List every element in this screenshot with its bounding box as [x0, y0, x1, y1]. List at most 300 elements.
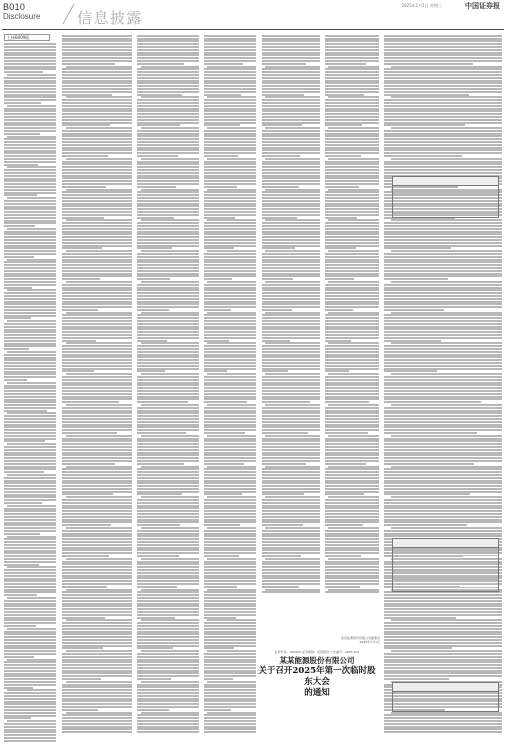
text-line	[62, 415, 132, 417]
text-line	[325, 239, 379, 241]
text-line	[384, 440, 502, 442]
text-line	[137, 163, 199, 165]
text-line	[204, 52, 256, 54]
text-line	[384, 256, 502, 258]
text-line	[62, 720, 132, 722]
text-line	[137, 429, 199, 431]
table-row	[393, 587, 498, 588]
text-line	[204, 452, 256, 454]
text-line	[262, 214, 320, 216]
text-line	[4, 717, 31, 719]
text-line	[384, 513, 502, 515]
text-line	[384, 488, 502, 490]
text-line	[204, 698, 256, 700]
text-line	[384, 477, 502, 479]
text-line	[265, 96, 320, 98]
text-line	[204, 600, 256, 602]
text-line	[62, 412, 132, 414]
text-line	[62, 661, 132, 663]
text-line	[325, 480, 379, 482]
text-line	[137, 645, 199, 647]
text-line	[62, 524, 111, 526]
text-line	[204, 228, 256, 230]
text-line	[384, 172, 502, 174]
text-line	[4, 303, 56, 305]
text-line	[4, 343, 56, 345]
text-line	[141, 127, 199, 129]
text-line	[204, 354, 256, 356]
text-line	[384, 418, 502, 420]
text-line	[207, 435, 256, 437]
text-line	[384, 270, 502, 272]
text-line	[204, 449, 256, 451]
text-line	[262, 124, 302, 126]
text-line	[4, 681, 56, 683]
text-line	[325, 337, 379, 339]
text-line	[137, 228, 199, 230]
text-line	[137, 80, 199, 82]
text-line	[391, 158, 502, 160]
text-line	[204, 82, 256, 84]
text-line	[262, 552, 320, 554]
text-line	[262, 119, 320, 121]
text-line	[325, 119, 379, 121]
text-line	[265, 404, 320, 406]
text-line	[204, 396, 256, 398]
page-header	[0, 0, 506, 30]
text-line	[141, 712, 199, 714]
text-line	[204, 284, 256, 286]
text-line	[262, 135, 320, 137]
text-line	[62, 303, 132, 305]
text-line	[384, 356, 502, 358]
text-line	[62, 166, 132, 168]
masthead-logo: 中国证券报	[465, 1, 500, 10]
text-line	[137, 71, 199, 73]
text-line	[262, 368, 320, 370]
text-line	[204, 91, 256, 93]
text-line	[62, 52, 132, 54]
text-line	[62, 247, 102, 249]
text-line	[62, 424, 132, 426]
text-line	[328, 589, 379, 591]
text-line	[137, 485, 199, 487]
text-line	[4, 315, 56, 317]
text-line	[384, 460, 502, 462]
text-line	[62, 54, 132, 56]
text-line	[7, 351, 56, 353]
text-line	[325, 566, 379, 568]
text-line	[137, 354, 199, 356]
text-line	[204, 124, 240, 126]
text-line	[137, 684, 199, 686]
text-line	[325, 407, 379, 409]
text-line	[137, 418, 199, 420]
text-line	[62, 726, 132, 728]
text-line	[262, 387, 320, 389]
text-line	[262, 205, 320, 207]
text-line	[62, 169, 132, 171]
text-line	[391, 650, 502, 652]
text-line	[4, 438, 56, 440]
text-line	[137, 471, 199, 473]
text-line	[62, 35, 132, 37]
text-line	[62, 298, 132, 300]
text-line	[137, 569, 199, 571]
text-line	[325, 108, 379, 110]
text-line	[391, 435, 502, 437]
text-line	[137, 608, 199, 610]
text-line	[204, 292, 256, 294]
data-table-2	[392, 538, 499, 592]
text-line	[4, 516, 56, 518]
text-line	[265, 589, 320, 591]
text-line	[384, 113, 502, 115]
text-line	[262, 591, 320, 593]
text-line	[325, 122, 379, 124]
text-line	[137, 197, 199, 199]
text-line	[328, 312, 379, 314]
text-line	[4, 186, 56, 188]
text-line	[204, 608, 256, 610]
text-line	[204, 40, 256, 42]
text-line	[62, 205, 132, 207]
text-line	[325, 426, 379, 428]
text-line	[325, 549, 379, 551]
text-line	[137, 493, 182, 495]
text-line	[66, 250, 132, 252]
text-line	[62, 622, 132, 624]
text-line	[62, 82, 132, 84]
text-line	[137, 600, 199, 602]
text-line	[62, 108, 132, 110]
text-line	[4, 440, 45, 442]
text-line	[384, 723, 502, 725]
text-line	[384, 40, 502, 42]
text-line	[325, 460, 379, 462]
text-line	[137, 177, 199, 179]
text-line	[325, 317, 379, 319]
text-line	[62, 533, 132, 535]
text-line	[7, 166, 56, 168]
text-line	[4, 91, 56, 93]
text-line	[4, 578, 56, 580]
text-line	[66, 219, 132, 221]
text-line	[262, 491, 320, 493]
text-line	[384, 499, 502, 501]
text-line	[325, 175, 379, 177]
text-line	[4, 169, 56, 171]
text-line	[4, 116, 56, 118]
text-line	[62, 611, 132, 613]
text-line	[204, 88, 256, 90]
text-line	[204, 345, 256, 347]
text-line	[4, 547, 56, 549]
text-line	[204, 549, 256, 551]
text-line	[384, 348, 502, 350]
text-line	[262, 519, 320, 521]
text-line	[325, 379, 379, 381]
text-line	[4, 740, 56, 742]
text-line	[262, 401, 310, 403]
text-line	[4, 85, 56, 87]
text-line	[4, 178, 56, 180]
text-line	[4, 275, 56, 277]
text-line	[204, 334, 256, 336]
text-line	[4, 611, 56, 613]
text-line	[137, 480, 199, 482]
text-line	[4, 457, 56, 459]
text-line	[204, 135, 256, 137]
text-line	[204, 376, 256, 378]
text-line	[384, 242, 502, 244]
text-line	[7, 443, 56, 445]
text-line	[265, 189, 320, 191]
text-line	[384, 379, 502, 381]
text-line	[62, 77, 132, 79]
text-line	[325, 563, 379, 565]
text-line	[325, 200, 379, 202]
text-line	[62, 370, 94, 372]
text-line	[262, 561, 320, 563]
section-name-en: Disclosure	[3, 12, 41, 21]
text-line	[4, 96, 56, 98]
text-line	[204, 675, 256, 677]
text-line	[141, 589, 199, 591]
text-line	[137, 110, 199, 112]
text-line	[325, 535, 379, 537]
text-line	[325, 446, 379, 448]
continued-box: 上接B009版	[4, 34, 50, 41]
text-line	[204, 519, 256, 521]
text-line	[384, 326, 502, 328]
text-line	[325, 533, 379, 535]
text-line	[62, 516, 132, 518]
text-line	[384, 482, 502, 484]
text-line	[325, 365, 379, 367]
text-line	[4, 603, 56, 605]
text-line	[384, 628, 502, 630]
text-line	[137, 502, 199, 504]
text-line	[4, 706, 56, 708]
text-line	[384, 124, 465, 126]
text-line	[4, 510, 56, 512]
text-line	[204, 211, 256, 213]
text-line	[4, 180, 56, 182]
text-line	[62, 709, 98, 711]
text-line	[204, 443, 256, 445]
text-line	[4, 572, 56, 574]
text-line	[265, 127, 320, 129]
text-line	[62, 653, 132, 655]
text-line	[137, 186, 176, 188]
text-line	[62, 186, 106, 188]
text-line	[204, 723, 256, 725]
text-line	[62, 401, 119, 403]
text-line	[384, 521, 502, 523]
text-line	[62, 549, 132, 551]
text-line	[4, 625, 36, 627]
text-line	[4, 57, 56, 59]
text-line	[325, 320, 379, 322]
text-line	[62, 289, 132, 291]
text-line	[204, 586, 237, 588]
text-line	[4, 359, 56, 361]
text-line	[204, 370, 227, 372]
text-line	[137, 376, 199, 378]
text-line	[384, 454, 502, 456]
text-line	[204, 54, 256, 56]
text-line	[204, 289, 256, 291]
text-line	[4, 261, 56, 263]
text-line	[4, 480, 56, 482]
text-line	[137, 454, 199, 456]
notice-meta: 证券代码：000000 证券简称：某某股份 公告编号：2025-001	[274, 650, 360, 654]
text-line	[204, 510, 256, 512]
text-line	[325, 541, 379, 543]
text-line	[204, 166, 256, 168]
text-line	[62, 337, 132, 339]
text-line	[4, 52, 56, 54]
text-line	[325, 401, 369, 403]
text-line	[204, 583, 256, 585]
text-line	[204, 636, 256, 638]
text-line	[62, 689, 132, 691]
text-line	[262, 317, 320, 319]
text-line	[137, 440, 199, 442]
text-line	[66, 466, 132, 468]
text-line	[137, 88, 199, 90]
text-line	[141, 158, 199, 160]
text-line	[62, 172, 132, 174]
text-line	[262, 314, 320, 316]
text-line	[325, 292, 379, 294]
text-line	[325, 429, 379, 431]
text-line	[262, 225, 320, 227]
text-line	[62, 228, 132, 230]
text-line	[4, 642, 56, 644]
text-line	[262, 298, 320, 300]
text-line	[262, 236, 320, 238]
text-line	[204, 309, 231, 311]
text-line	[262, 424, 320, 426]
text-line	[204, 94, 241, 96]
text-line	[325, 46, 379, 48]
text-line	[137, 653, 199, 655]
text-line	[4, 550, 56, 552]
text-line	[325, 552, 379, 554]
text-line	[7, 628, 56, 630]
text-line	[62, 328, 132, 330]
text-line	[262, 74, 320, 76]
text-line	[4, 385, 56, 387]
text-line	[4, 522, 56, 524]
text-line	[204, 119, 256, 121]
text-line	[62, 287, 132, 289]
text-line	[262, 384, 320, 386]
text-line	[384, 340, 441, 342]
text-line	[325, 169, 379, 171]
text-line	[204, 628, 256, 630]
text-line	[7, 536, 56, 538]
text-line	[328, 466, 379, 468]
text-line	[62, 429, 132, 431]
text-line	[325, 57, 379, 59]
text-line	[204, 410, 256, 412]
text-line	[325, 253, 379, 255]
text-line	[137, 91, 199, 93]
text-line	[62, 617, 105, 619]
text-line	[384, 284, 502, 286]
text-line	[384, 421, 502, 423]
text-line	[137, 331, 199, 333]
text-line	[262, 580, 320, 582]
text-line	[7, 197, 56, 199]
text-line	[204, 99, 256, 101]
text-line	[137, 670, 199, 672]
text-line	[325, 161, 379, 163]
text-line	[204, 426, 256, 428]
text-line	[62, 180, 132, 182]
text-line	[325, 521, 379, 523]
text-line	[262, 323, 320, 325]
text-line	[62, 379, 132, 381]
text-line	[137, 566, 199, 568]
text-line	[328, 127, 379, 129]
text-line	[137, 577, 199, 579]
text-line	[384, 432, 477, 434]
text-line	[137, 52, 199, 54]
text-line	[137, 340, 167, 342]
text-line	[141, 619, 199, 621]
text-line	[62, 482, 132, 484]
text-line	[384, 247, 451, 249]
text-line	[66, 342, 132, 344]
text-line	[137, 449, 199, 451]
text-line	[204, 49, 256, 51]
text-line	[384, 390, 502, 392]
text-line	[262, 480, 320, 482]
text-line	[204, 480, 256, 482]
text-line	[62, 163, 132, 165]
text-line	[137, 245, 199, 247]
text-line	[325, 583, 379, 585]
text-line	[137, 407, 199, 409]
text-line	[325, 586, 360, 588]
text-line	[325, 124, 362, 126]
text-line	[62, 418, 132, 420]
text-line	[4, 214, 56, 216]
text-line	[62, 331, 132, 333]
text-line	[62, 580, 132, 582]
text-line	[325, 421, 379, 423]
text-line	[384, 631, 502, 633]
text-line	[137, 468, 199, 470]
text-line	[204, 38, 256, 40]
text-line	[384, 99, 502, 101]
table-row	[393, 205, 498, 206]
text-line	[62, 488, 132, 490]
text-line	[207, 189, 256, 191]
text-line	[4, 298, 56, 300]
text-line	[62, 664, 132, 666]
text-line	[262, 46, 320, 48]
text-line	[262, 133, 320, 135]
text-line	[4, 698, 56, 700]
text-line	[66, 66, 132, 68]
text-line	[4, 678, 56, 680]
text-line	[4, 569, 56, 571]
